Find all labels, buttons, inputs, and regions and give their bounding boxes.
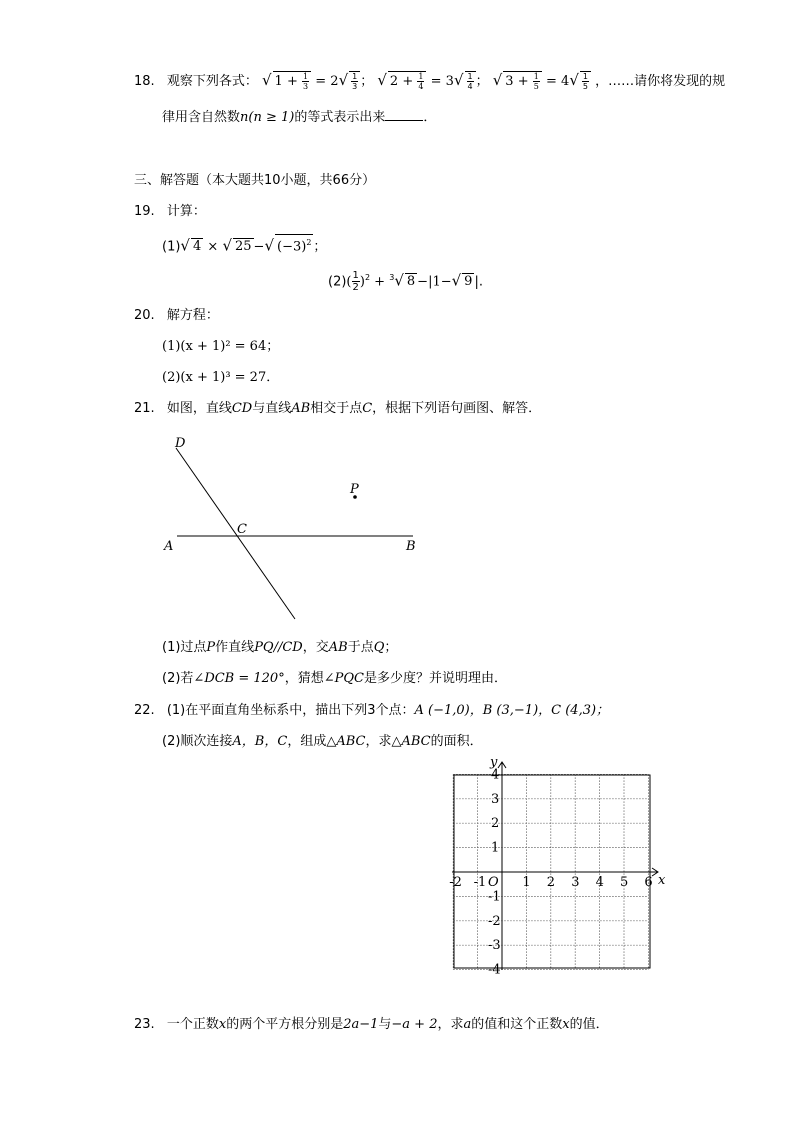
q22-part1-line: 22. (1)在平面直角坐标系中，描出下列3个点：A (−1,0)，B (3,−1)，C (4,3)； [134,703,610,718]
q18-line2-a: 律用含自然数 [162,110,241,125]
q18-line2-b: 的等式表示出来 [294,110,386,125]
q18-expr-2: √ 2 + $\frac{1}{4}$ = 3√ $\frac{1}{4}$ ； [377,71,493,91]
y-axis-label: y [490,755,498,770]
label-a: A [164,539,174,554]
y-tick-label: 2 [491,816,500,832]
x-axis-label: x [658,873,666,888]
x-tick-label: 2 [546,875,556,890]
x-tick-label: 3 [571,875,580,890]
coordinate-grid [440,750,680,980]
x-tick-label: -2 [449,875,462,890]
q18-end: ． [423,110,437,125]
x-tick-label: -1 [473,875,487,890]
x-tick-label: 1 [522,875,531,890]
y-tick-label: -1 [488,889,501,905]
label-c: C [237,522,247,537]
q21-title-line: 21. 如图，直线CD与直线AB相交于点C，根据下列语句画图、解答． [134,401,542,416]
label-d: D [175,436,186,451]
y-tick-label: 4 [491,767,500,783]
q22-part2: (2)顺次连接A，B，C，组成△ABC，求△ABC的面积． [162,734,483,749]
x-tick-label: 4 [595,875,604,890]
q18-number: 18. [134,74,155,89]
q18-tail: ，……请你将发现的规 [595,74,726,89]
q18-var: n(n ≥ 1) [240,110,295,125]
q23-line: 23. 一个正数x的两个平方根分别是2a−1与−a + 2，求a的值和这个正数x的值． [134,1017,609,1032]
label-b: B [406,539,416,554]
q20-number: 20. [134,308,155,323]
y-tick-label: -3 [488,938,501,954]
q20-title: 解方程： [166,308,219,323]
x-tick-label: 5 [620,875,629,890]
origin-label: O [488,875,499,890]
section-heading: 三、解答题（本大题共10小题，共66分） [134,173,376,188]
q19-part2: (2)( $\frac{1}{2}$ )$^2$ + $^3$√ 8 −|1−√ 9 |. [328,270,483,294]
q22-number: 22. [134,703,155,718]
q18-expr-3: √ 3 + $\frac{1}{5}$ = 4√ $\frac{1}{5}$ [493,74,595,89]
y-tick-label: -4 [488,962,501,978]
y-tick-label: 3 [491,791,500,807]
q20-part1: (1)(x + 1)² = 64； [162,339,280,354]
line-cd [176,448,295,619]
q19-title: 计算： [166,204,206,219]
q18-expr-1: √ 1 + $\frac{1}{3}$ = 2√ $\frac{1}{3}$ ； [261,71,378,91]
label-p: P [350,482,359,497]
y-tick-label: -2 [488,913,501,929]
q21-number: 21. [134,401,155,416]
y-tick-label: 1 [491,840,500,856]
x-tick-label: 6 [644,875,653,890]
q21-part2: (2)若∠DCB = 120°，猜想∠PQC是多少度？并说明理由． [162,671,507,686]
q20-part2: (2)(x + 1)³ = 27． [162,370,280,385]
q18-intro: 观察下列各式： [166,74,258,89]
q21-part1: (1)过点P作直线PQ//CD，交AB于点Q； [162,640,398,655]
q19-part1: (1)√ 4 × √ 25 −√ $(-3)^2$ ； [162,234,326,257]
q23-number: 23. [134,1017,155,1032]
q19-number: 19. [134,204,155,219]
